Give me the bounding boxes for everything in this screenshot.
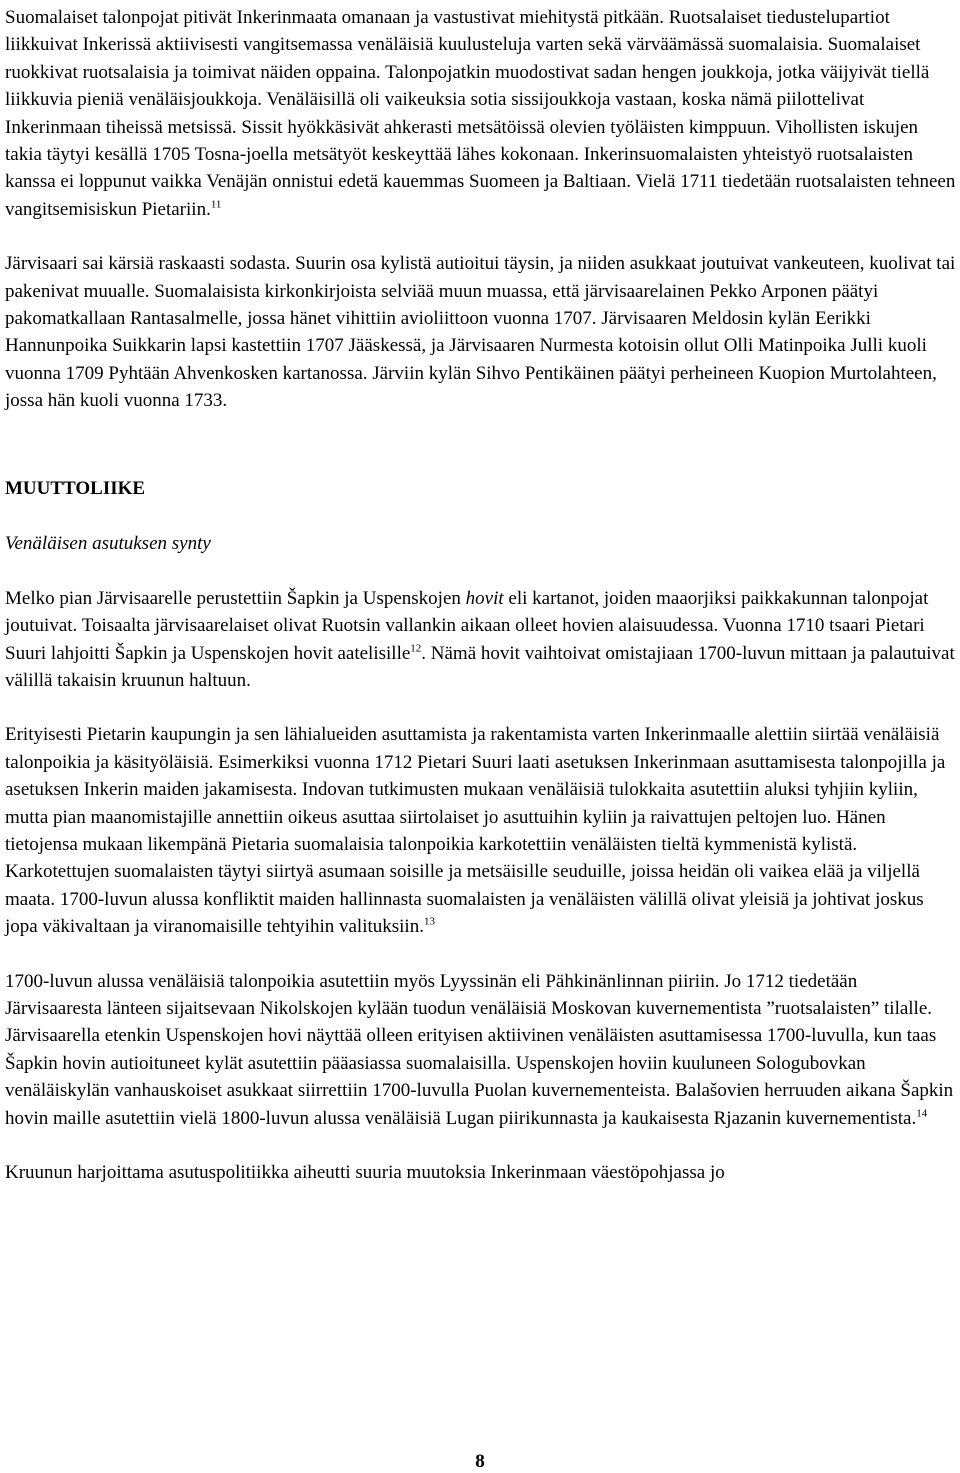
paragraph-text: eli kartanot, joiden maaorjiksi paikkakunnan talonpojat joutuivat. Toisaalta järvisaarelaiset olivat Ruotsin vallankin aikaan olleet hovien alaisuudessa. Vuonna 1710 tsaari Pietari Suuri lahjoitti Šapkin ja Uspenskojen hovit aatelisille (5, 587, 929, 664)
section-heading: MUUTTOLIIKE (5, 477, 146, 499)
footnote-ref: 14 (916, 1107, 928, 1120)
paragraph-hovit (5, 585, 957, 695)
italic-term: hovit (465, 587, 504, 609)
document-page (5, 4, 957, 1186)
paragraph-lyyssina (5, 968, 957, 1132)
paragraph-asutuspolitiikka (5, 1159, 957, 1186)
section-subheading: Venäläisen asutuksen synty (5, 532, 211, 554)
paragraph-pietari (5, 721, 957, 940)
footnote-ref: 11 (210, 198, 222, 211)
footnote-ref: 13 (423, 915, 435, 928)
page-number: 8 (475, 1451, 485, 1472)
paragraph-jarvisaari (5, 250, 957, 414)
paragraph-text: Järvisaari sai kärsiä raskaasti sodasta. Suurin osa kylistä autioitui täysin, ja niiden asukkaat joutuivat vankeuteen, kuolivat tai pakenivat muualle. Suomalaisista kirkonkirjoista selviää muun muassa, että järvisaarelainen Pekko Arponen päätyi pakomatkallaan Rantasalmelle, jossa hänet vihittiin avioliittoon vuonna 1707. Järvisaaren Meldosin kylän Eerikki Hannunpoika Suikkarin lapsi kastettiin 1707 Jääskessä, ja Järvisaaren Nurmesta kotoisin ollut Olli Matinpoika Julli kuoli vuonna 1709 Pyhtään Ahvenkosken kartanossa. Järviin kylän Sihvo Pentikäinen päätyi perheineen Kuopion Murtolahteen, jossa hän kuoli vuonna 1733. (5, 253, 956, 412)
paragraph-text: . Nämä hovit vaihtoivat omistajiaan 1700-luvun mittaan ja palautuivat välillä takaisin kruunun haltuun. (5, 642, 955, 691)
footnote-ref: 12 (410, 642, 422, 655)
paragraph-text: Melko pian Järvisaarelle perustettiin Šapkin ja Uspenskojen (5, 587, 466, 609)
paragraph-sissit (5, 4, 957, 223)
paragraph-text: 1700-luvun alussa venäläisiä talonpoikia asutettiin myös Lyyssinän eli Pähkinänlinnan piiriin. Jo 1712 tiedetään Järvisaaresta länteen sijaitsevaan Nikolskojen kylään tuodun venäläisiä Moskovan kuvernementista ”ruotsalaisten” tilalle. Järvisaarella etenkin Uspenskojen hovi näyttää olleen erityisen aktiivinen venäläisten asuttamisessa 1700-luvulla, kun taas Šapkin hovin autioituneet kylät asutettiin pääasiassa suomalaisilla. Uspenskojen hoviin kuuluneen Sologubovkan venäläiskylän vanhauskoiset asukkaat siirrettiin 1700-luvulla Puolan kuvernementeista. Balašovien herruuden aikana Šapkin hovin maille asutettiin vielä 1800-luvun alussa venäläisiä Lugan piirikunnasta ja kaukaisesta Rjazanin kuvernementista. (5, 970, 954, 1129)
paragraph-text: Erityisesti Pietarin kaupungin ja sen lähialueiden asuttamista ja rakentamista varten Inkerinmaalle alettiin siirtää venäläisiä talonpoikia ja käsityöläisiä. Esimerkiksi vuonna 1712 Pietari Suuri laati asetuksen Inkerinmaan asuttamisesta talonpojilla ja asetuksen Inkerin maiden jakamisesta. Indovan tutkimusten mukaan venäläisiä tulokkaita asutettiin aluksi tyhjiin kyliin, mutta pian maanomistajille annettiin oikeus asuttaa siirtolaiset jo asuttuihin kyliin ja raivattujen peltojen luo. Hänen tietojensa mukaan likempänä Pietaria suomalaisia talonpoikia karkotettiin venäläisten tieltä kymmenistä kylistä. Karkotettujen suomalaisten täytyi siirtyä asumaan soisille ja metsäisille seuduille, joissa heidän oli vaikea elää ja viljellä maata. 1700-luvun alussa konfliktit maiden hallinnasta suomalaisten ja venäläisten välillä olivat yleisiä ja johtivat joskus jopa väkivaltaan ja viranomaisille tehtyihin valituksiin. (5, 724, 946, 938)
paragraph-text: Kruunun harjoittama asutuspolitiikka aiheutti suuria muutoksia Inkerinmaan väestöpohjassa jo (5, 1162, 725, 1183)
paragraph-text: Suomalaiset talonpojat pitivät Inkerinmaata omanaan ja vastustivat miehitystä pitkään. Ruotsalaiset tiedustelupartiot liikkuivat Inkerissä aktiivisesti vangitsemassa venäläisiä kuulusteluja varten sekä värväämässä suomalaisia. Suomalaiset ruokkivat ruotsalaisia ja toimivat näiden oppaina. Talonpojatkin muodostivat sadan hengen joukkoja, jotka väijyivät tiellä liikkuvia pieniä venäläisjoukkoja. Venäläisillä oli vaikeuksia sotia sissijoukkoja vastaan, koska nämä piilottelivat Inkerinmaan tiheissä metsissä. Sissit hyökkäsivät ahkerasti metsätöissä olevien työläisten kimppuun. Vihollisten iskujen takia täytyi kesällä 1705 Tosna-joella metsätyöt keskeyttää lähes kokonaan. Inkerinsuomalaisten yhteistyö ruotsalaisten kanssa ei loppunut vaikka Venäjän onnistui edetä kauemmas Suomeen ja Baltiaan. Vielä 1711 tiedetään ruotsalaisten tehneen vangitsemisiskun Pietariin. (5, 7, 956, 220)
